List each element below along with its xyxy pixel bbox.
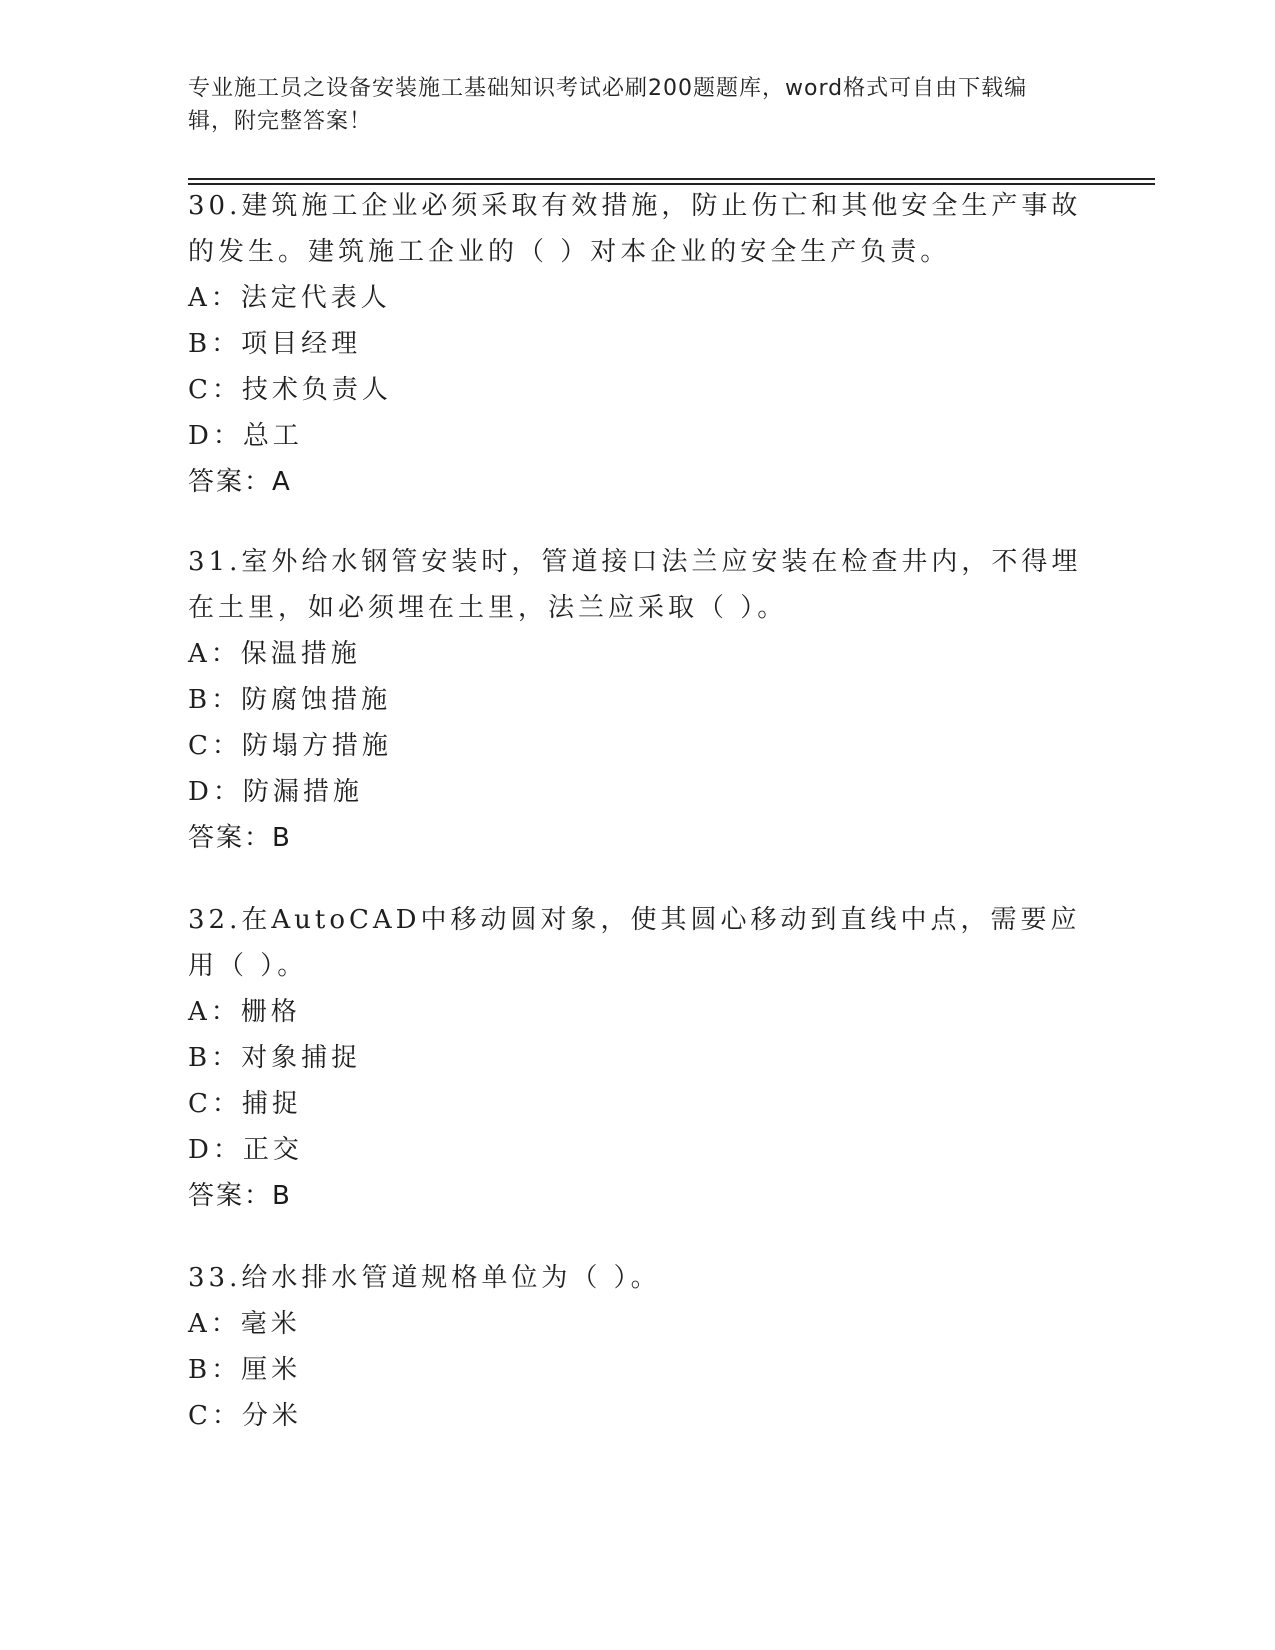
option-a: A：保温措施	[188, 639, 361, 669]
option-c: C：防塌方措施	[188, 731, 392, 761]
question-31	[188, 539, 1088, 861]
option-a: A：法定代表人	[188, 283, 391, 313]
question-stem: 30.建筑施工企业必须采取有效措施，防止伤亡和其他安全生产事故的发生。建筑施工企业的（ ）对本企业的安全生产负责。	[188, 191, 1082, 267]
option-d: D：总工	[188, 421, 303, 451]
option-b: B：防腐蚀措施	[188, 685, 392, 715]
option-b: B：项目经理	[188, 329, 362, 359]
option-c: C：技术负责人	[188, 375, 392, 405]
option-b: B：对象捕捉	[188, 1043, 362, 1073]
answer: 答案：B	[188, 1181, 292, 1211]
question-stem: 32.在AutoCAD中移动圆对象，使其圆心移动到直线中点，需要应用（ ）。	[188, 905, 1081, 981]
header-divider-line	[188, 178, 1155, 180]
option-c: C：分米	[188, 1401, 302, 1431]
option-a: A：毫米	[188, 1309, 301, 1339]
answer: 答案：B	[188, 823, 292, 853]
option-a: A：栅格	[188, 997, 301, 1027]
question-30	[188, 183, 1088, 505]
option-d: D：防漏措施	[188, 777, 363, 807]
question-33	[188, 1255, 1088, 1439]
question-stem: 33.给水排水管道规格单位为（ ）。	[188, 1263, 661, 1293]
document-header: 专业施工员之设备安装施工基础知识考试必刷200题题库，word格式可自由下载编辑，附完整答案！	[188, 76, 1028, 134]
option-b: B：厘米	[188, 1355, 302, 1385]
answer: 答案：A	[188, 467, 292, 497]
question-stem: 31.室外给水钢管安装时，管道接口法兰应安装在检查井内，不得埋在土里，如必须埋在土里，法兰应采取（ ）。	[188, 547, 1082, 623]
option-c: C：捕捉	[188, 1089, 302, 1119]
question-32	[188, 897, 1088, 1219]
option-d: D：正交	[188, 1135, 303, 1165]
